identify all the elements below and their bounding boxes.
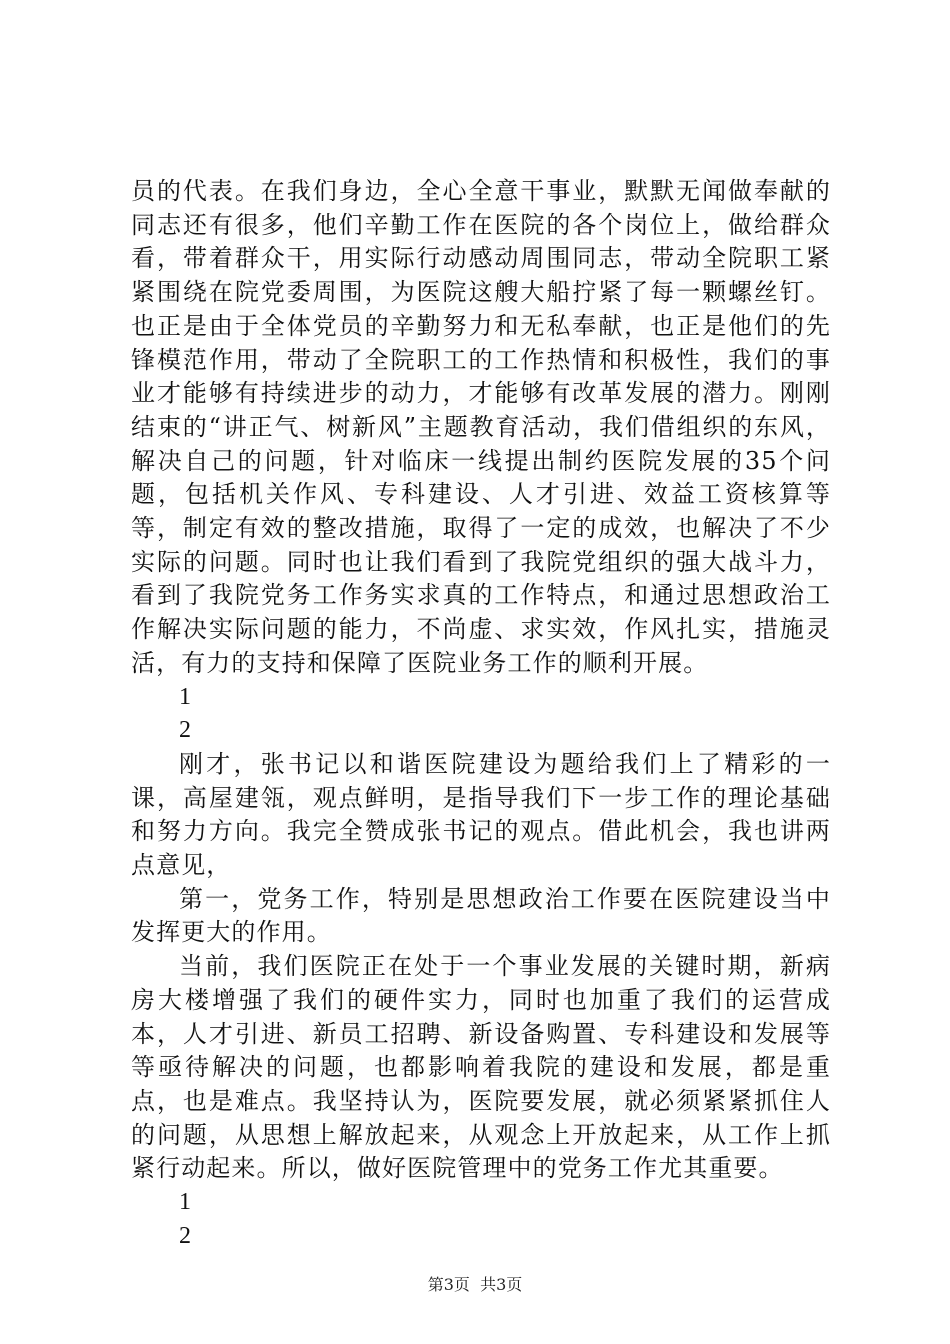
- document-body: [131, 175, 831, 1254]
- page-counter: 第3页 共3页: [427, 1275, 523, 1294]
- page-number-line: 1: [179, 683, 191, 710]
- page-number-line: 2: [179, 1222, 191, 1249]
- paragraph-point-one: 第一，党务工作，特别是思想政治工作要在医院建设当中发挥更大的作用。: [131, 884, 831, 947]
- paragraph-continuation: 员的代表。在我们身边，全心全意干事业，默默无闻做奉献的同志还有很多，他们辛勤工作在医院的各个岗位上，做给群众看，带着群众干，用实际行动感动周围同志，带动全院职工紧紧围绕在院党委周围，为医院这艘大船拧紧了每一颗螺丝钉。也正是由于全体党员的辛勤努力和无私奉献，也正是他们的先锋模范作用，带动了全院职工的工作热情和积极性，我们的事业才能够有持续进步的动力，才能够有改革发展的潜力。刚刚结束的“讲正气、树新风”主题教育活动，我们借组织的东风，解决自己的问题，针对临床一线提出制约医院发展的35个问题，包括机关作风、专科建设、人才引进、效益工资核算等等，制定有效的整改措施，取得了一定的成效，也解决了不少实际的问题。同时也让我们看到了我院党组织的强大战斗力，看到了我院党务工作务实求真的工作特点，和通过思想政治工作解决实际问题的能力，不尚虚、求实效，作风扎实，措施灵活，有力的支持和保障了医院业务工作的顺利开展。: [131, 177, 831, 677]
- page-footer: [0, 1272, 950, 1295]
- page-number-line: 1: [179, 1189, 191, 1216]
- paragraph-secretary-remarks: 刚才，张书记以和谐医院建设为题给我们上了精彩的一课，高屋建瓴，观点鲜明，是指导我们下一步工作的理论基础和努力方向。我完全赞成张书记的观点。借此机会，我也讲两点意见，: [131, 749, 831, 880]
- page-number-line: 2: [179, 717, 191, 744]
- paragraph-current-situation: 当前，我们医院正在处于一个事业发展的关键时期，新病房大楼增强了我们的硬件实力，同时也加重了我们的运营成本，人才引进、新员工招聘、新设备购置、专科建设和发展等等亟待解决的问题，也都影响着我院的建设和发展，都是重点，也是难点。我坚持认为，医院要发展，就必须紧紧抓住人的问题，从思想上解放起来，从观念上开放起来，从工作上抓紧行动起来。所以，做好医院管理中的党务工作尤其重要。: [131, 952, 831, 1183]
